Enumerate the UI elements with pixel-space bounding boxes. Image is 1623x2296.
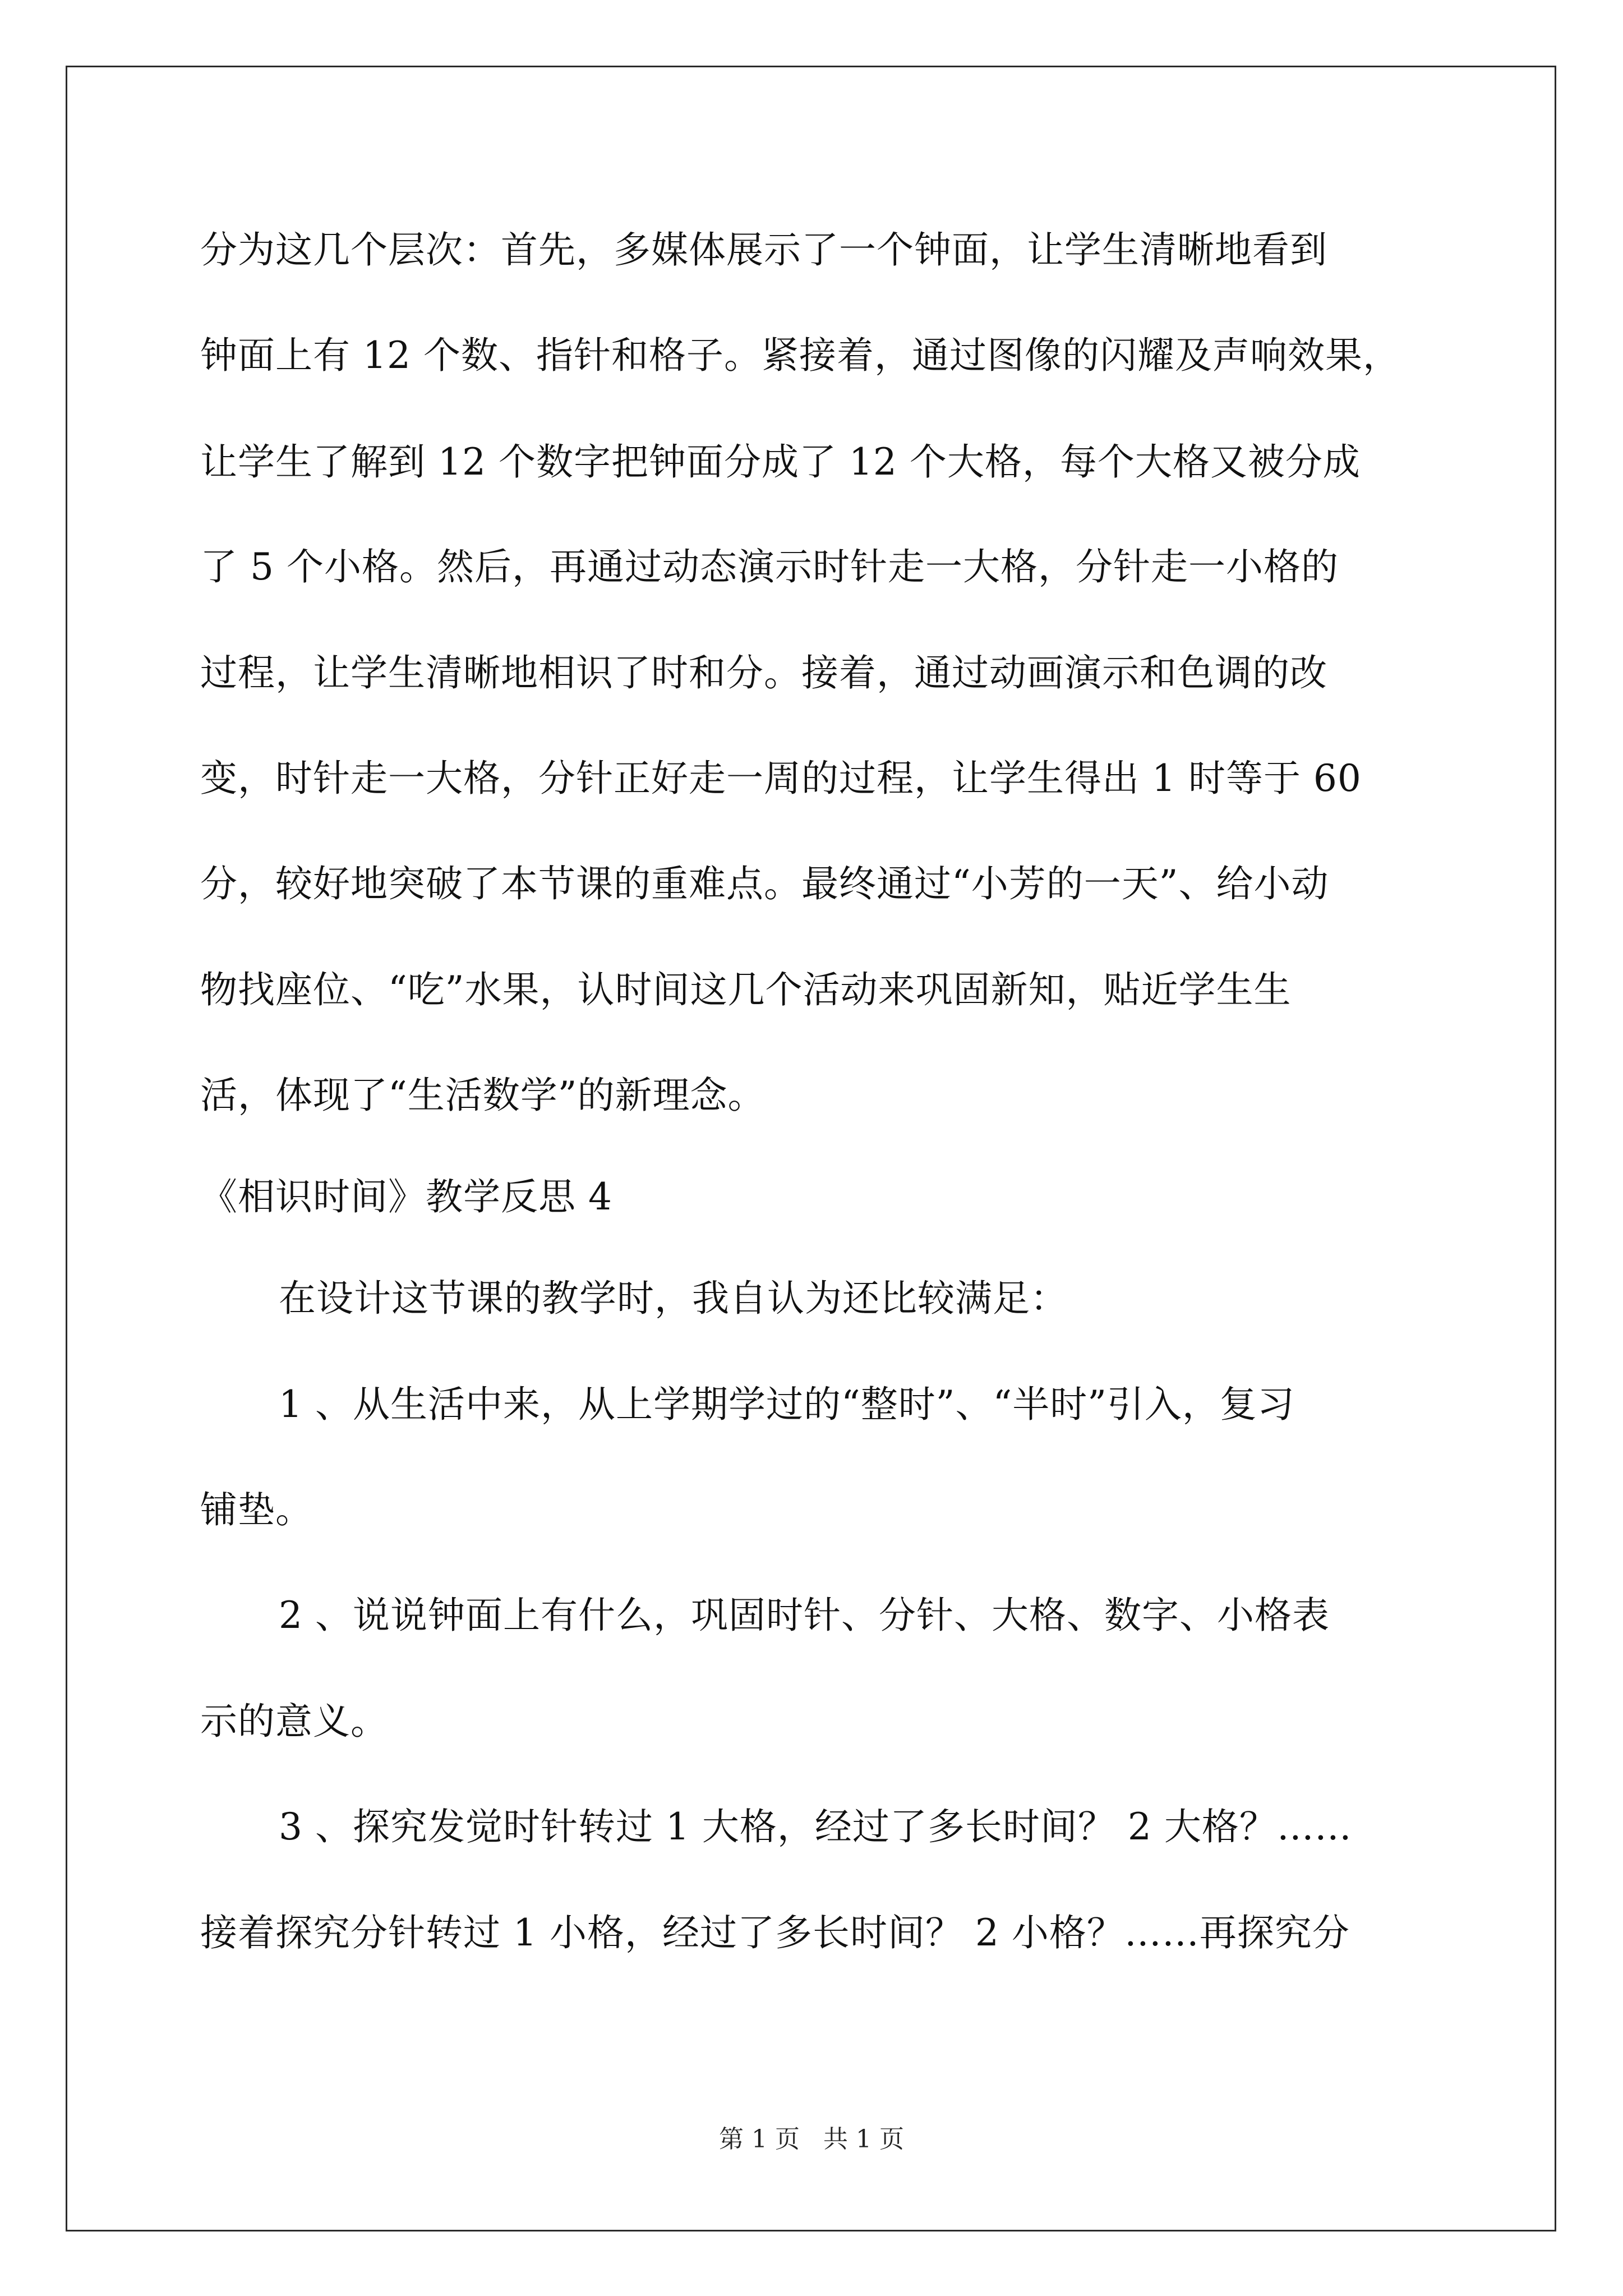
body-line: 钟面上有 12 个数、指针和格子。紧接着，通过图像的闪耀及声响效果，	[200, 334, 1400, 377]
section-heading: 《相识时间》教学反思 4	[200, 1175, 612, 1218]
body-line: 分，较好地突破了本节课的重难点。最终通过“小芳的一天”、给小动	[200, 862, 1329, 905]
list-item-continuation: 示的意义。	[200, 1700, 388, 1743]
list-item-continuation: 接着探究分针转过 1 小格，经过了多长时间？ 2 小格？……再探究分	[200, 1911, 1350, 1954]
list-item: 3 、探究发觉时针转过 1 大格，经过了多长时间？ 2 大格？……	[279, 1805, 1352, 1848]
list-item-continuation: 铺垫。	[200, 1488, 313, 1531]
body-line: 过程，让学生清晰地相识了时和分。接着，通过动画演示和色调的改	[200, 651, 1327, 694]
page-footer: 第 1 页 共 1 页	[719, 2125, 904, 2154]
body-line: 让学生了解到 12 个数字把钟面分成了 12 个大格，每个大格又被分成	[200, 440, 1361, 484]
body-line: 了 5 个小格。然后，再通过动态演示时针走一大格，分针走一小格的	[200, 545, 1339, 588]
body-line: 在设计这节课的教学时，我自认为还比较满足：	[279, 1277, 1068, 1320]
page-border	[66, 66, 1556, 2231]
list-item: 1 、从生活中来，从上学期学过的“整时”、“半时”引入，复习	[279, 1383, 1295, 1426]
body-line: 物找座位、“吃”水果，认时间这几个活动来巩固新知，贴近学生生	[200, 968, 1292, 1011]
body-line: 变，时针走一大格，分针正好走一周的过程，让学生得出 1 时等于 60	[200, 757, 1362, 800]
body-line: 活，体现了“生活数学”的新理念。	[200, 1074, 766, 1117]
list-item: 2 、说说钟面上有什么，巩固时针、分针、大格、数字、小格表	[279, 1594, 1330, 1637]
body-line: 分为这几个层次：首先，多媒体展示了一个钟面，让学生清晰地看到	[200, 228, 1327, 272]
